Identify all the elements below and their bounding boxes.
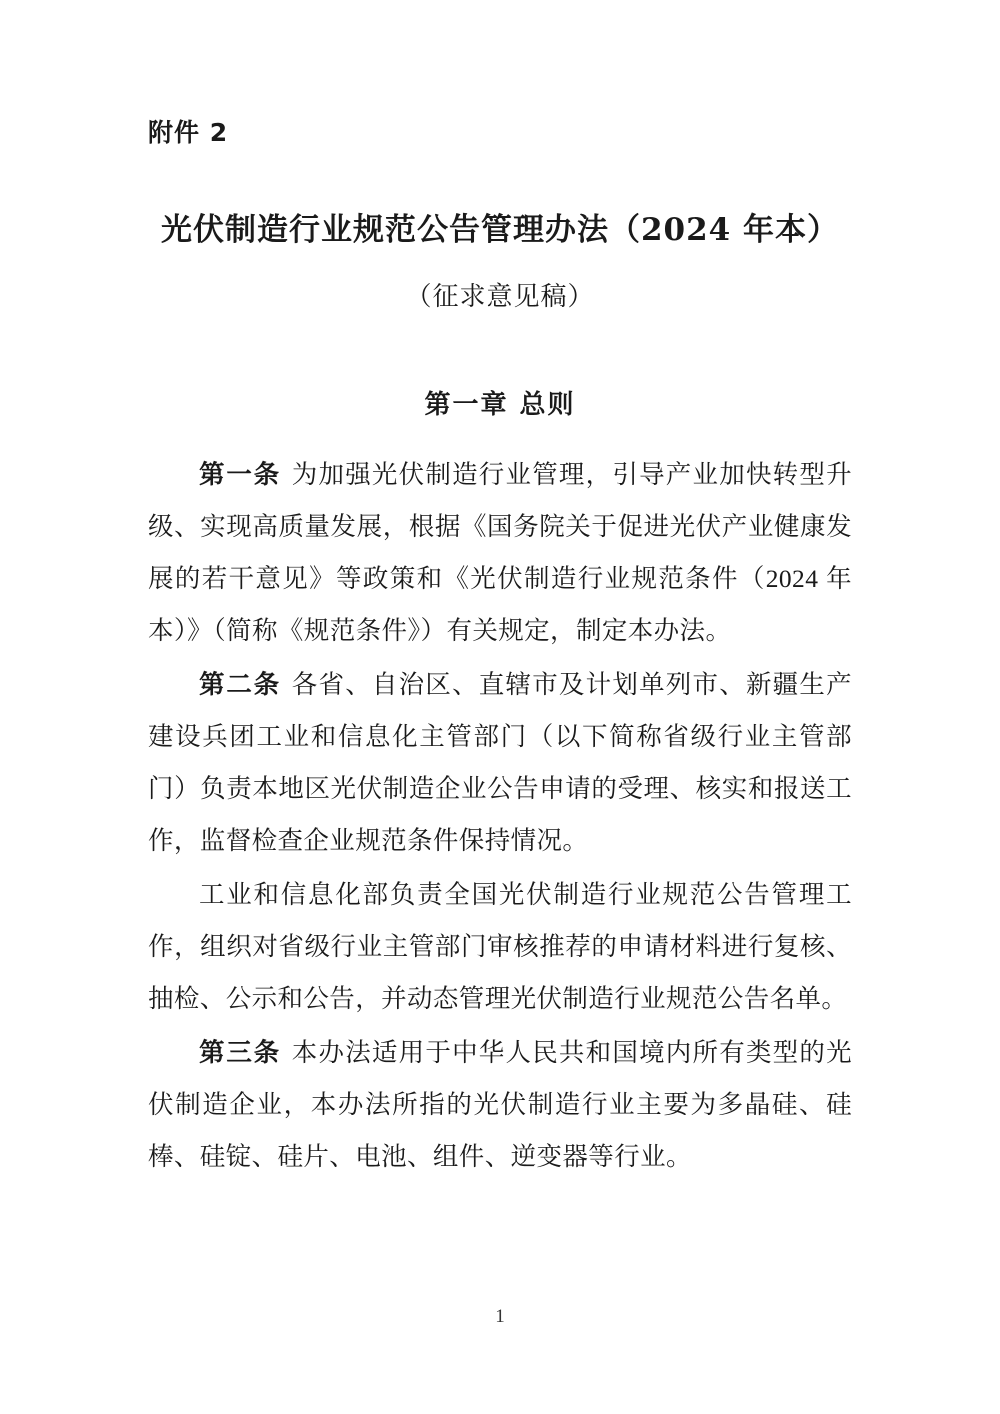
article-paragraph: [148, 659, 852, 867]
article-number: 第三条: [199, 1038, 281, 1068]
article-number: 第二条: [199, 670, 281, 700]
article-text: 各省、自治区、直辖市及计划单列市、新疆生产建设兵团工业和信息化主管部门（以下简称省级行业主管部门）负责本地区光伏制造企业公告申请的受理、核实和报送工作，监督检查企业规范条件保持情况。: [148, 670, 852, 856]
document-subtitle: （征求意见稿）: [405, 281, 595, 312]
article-paragraph: [148, 869, 852, 1025]
article-text: 为加强光伏制造行业管理，引导产业加快转型升级、实现高质量发展，根据《国务院关于促进光伏产业健康发展的若干意见》等政策和《光伏制造行业规范条件（2024 年本）》（简称《规范条件》）有关规定，制定本办法。: [148, 460, 852, 646]
attachment-label: 附件 2: [148, 118, 229, 147]
article-paragraph: [148, 1027, 852, 1183]
page-number: 1: [495, 1306, 505, 1327]
chapter-heading: 第一章 总则: [424, 389, 576, 420]
article-paragraph: [148, 449, 852, 657]
article-text: 本办法适用于中华人民共和国境内所有类型的光伏制造企业，本办法所指的光伏制造行业主要为多晶硅、硅棒、硅锭、硅片、电池、组件、逆变器等行业。: [148, 1038, 852, 1172]
article-number: 第一条: [199, 460, 281, 490]
article-text: 工业和信息化部负责全国光伏制造行业规范公告管理工作，组织对省级行业主管部门审核推荐的申请材料进行复核、抽检、公示和公告，并动态管理光伏制造行业规范公告名单。: [148, 880, 852, 1014]
page-title: 光伏制造行业规范公告管理办法（2024 年本）: [160, 212, 840, 248]
